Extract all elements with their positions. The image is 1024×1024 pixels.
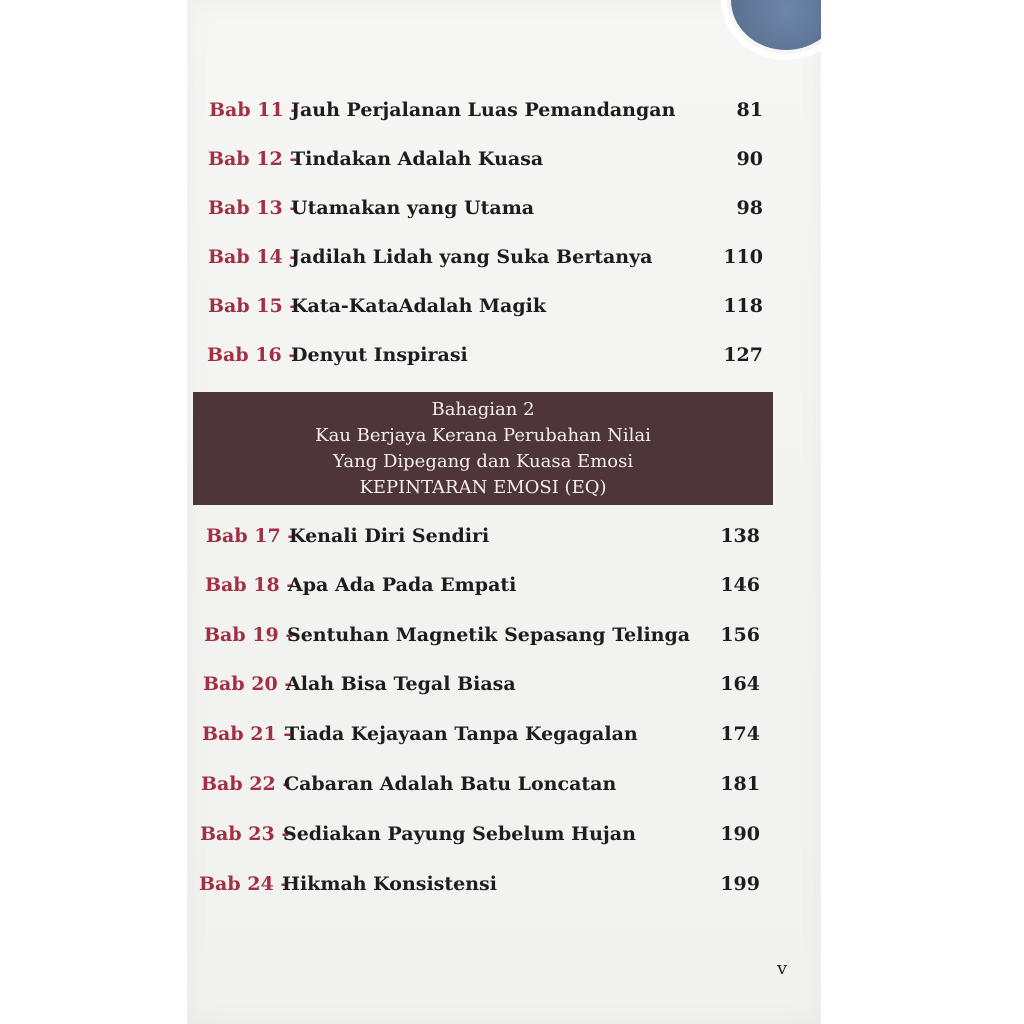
- toc-row: [187, 823, 821, 853]
- chapter-title: Denyut Inspirasi: [291, 344, 468, 366]
- toc-row: [187, 295, 821, 325]
- chapter-page: 118: [723, 295, 763, 317]
- chapter-page: 190: [720, 823, 760, 845]
- chapter-title: Jadilah Lidah yang Suka Bertanya: [291, 246, 653, 268]
- chapter-number: Bab 17 -: [206, 525, 296, 547]
- section-theme: KEPINTARAN EMOSI (EQ): [359, 477, 607, 498]
- chapter-number: Bab 14 -: [208, 246, 298, 268]
- chapter-page: 199: [720, 873, 760, 895]
- chapter-title: Sediakan Payung Sebelum Hujan: [283, 823, 636, 845]
- toc-row: [187, 246, 821, 276]
- chapter-title: Kata-KataAdalah Magik: [291, 295, 547, 317]
- corner-decoration-ring: [721, 0, 821, 60]
- section-subtitle: Kau Berjaya Kerana Perubahan Nilai: [315, 425, 651, 446]
- toc-row: [187, 873, 821, 903]
- toc-row: [187, 624, 821, 654]
- book-page: [187, 0, 821, 1024]
- chapter-title: Kenali Diri Sendiri: [289, 525, 490, 547]
- chapter-page: 174: [720, 723, 760, 745]
- chapter-number: Bab 13 -: [208, 197, 298, 219]
- section-heading: Bahagian 2: [431, 399, 535, 420]
- chapter-page: 127: [723, 344, 763, 366]
- chapter-title: Apa Ada Pada Empati: [288, 574, 517, 596]
- toc-row: [187, 99, 821, 129]
- chapter-page: 181: [720, 773, 760, 795]
- chapter-number: Bab 11 -: [209, 99, 299, 121]
- chapter-number: Bab 16 -: [207, 344, 297, 366]
- chapter-number: Bab 20 -: [203, 673, 293, 695]
- chapter-number: Bab 19 -: [204, 624, 294, 646]
- chapter-number: Bab 21 -: [202, 723, 292, 745]
- toc-row: [187, 148, 821, 178]
- chapter-number: Bab 15 -: [208, 295, 298, 317]
- chapter-title: Jauh Perjalanan Luas Pemandangan: [291, 99, 676, 121]
- chapter-page: 156: [720, 624, 760, 646]
- chapter-page: 164: [720, 673, 760, 695]
- toc-row: [187, 574, 821, 604]
- toc-row: [187, 344, 821, 374]
- toc-row: [187, 773, 821, 803]
- chapter-title: Utamakan yang Utama: [291, 197, 535, 219]
- chapter-title: Sentuhan Magnetik Sepasang Telinga: [287, 624, 691, 646]
- chapter-title: Tiada Kejayaan Tanpa Kegagalan: [285, 723, 638, 745]
- toc-row: [187, 197, 821, 227]
- chapter-page: 110: [723, 246, 763, 268]
- chapter-title: Alah Bisa Tegal Biasa: [286, 673, 516, 695]
- toc-row: [187, 723, 821, 753]
- chapter-title: Hikmah Konsistensi: [282, 873, 497, 895]
- section-banner: [193, 392, 773, 505]
- chapter-page: 90: [736, 148, 763, 170]
- chapter-page: 138: [720, 525, 760, 547]
- chapter-number: Bab 22 -: [201, 773, 291, 795]
- page-number: v: [777, 958, 788, 979]
- toc-row: [187, 525, 821, 555]
- section-subtitle: Yang Dipegang dan Kuasa Emosi: [332, 451, 634, 472]
- chapter-number: Bab 18 -: [205, 574, 295, 596]
- chapter-title: Tindakan Adalah Kuasa: [291, 148, 544, 170]
- chapter-page: 98: [736, 197, 763, 219]
- toc-row: [187, 673, 821, 703]
- chapter-title: Cabaran Adalah Batu Loncatan: [284, 773, 617, 795]
- chapter-page: 146: [720, 574, 760, 596]
- chapter-number: Bab 12 -: [208, 148, 298, 170]
- chapter-number: Bab 23 -: [200, 823, 290, 845]
- chapter-page: 81: [736, 99, 763, 121]
- chapter-number: Bab 24 -: [199, 873, 289, 895]
